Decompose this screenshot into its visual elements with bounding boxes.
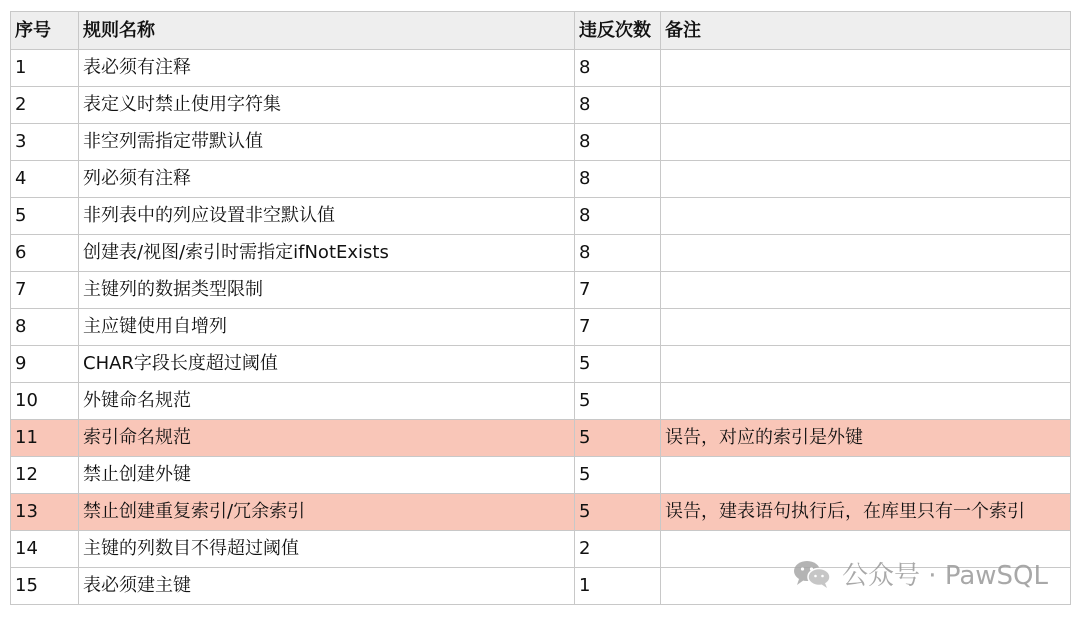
table-row	[11, 494, 1071, 531]
table-row	[11, 50, 1071, 87]
table-row	[11, 161, 1071, 198]
cell-number[interactable]: 12	[11, 457, 79, 494]
cell-violation-count[interactable]: 1	[575, 568, 661, 605]
cell-remark[interactable]: 误告，对应的索引是外键	[661, 420, 1071, 457]
cell-number[interactable]: 9	[11, 346, 79, 383]
cell-violation-count[interactable]: 8	[575, 161, 661, 198]
cell-remark[interactable]	[661, 309, 1071, 346]
cell-violation-count[interactable]: 5	[575, 346, 661, 383]
cell-number[interactable]: 5	[11, 198, 79, 235]
cell-rule-name[interactable]: CHAR字段长度超过阈值	[79, 346, 575, 383]
cell-remark[interactable]	[661, 161, 1071, 198]
cell-rule-name[interactable]: 表必须有注释	[79, 50, 575, 87]
cell-rule-name[interactable]: 表定义时禁止使用字符集	[79, 87, 575, 124]
watermark-text: 公众号 · PawSQL	[842, 561, 1048, 591]
cell-remark[interactable]	[661, 346, 1071, 383]
cell-violation-count[interactable]: 7	[575, 309, 661, 346]
table-row	[11, 124, 1071, 161]
cell-violation-count[interactable]: 8	[575, 87, 661, 124]
rules-table	[10, 11, 1071, 605]
cell-remark[interactable]	[661, 198, 1071, 235]
cell-rule-name[interactable]: 禁止创建外键	[79, 457, 575, 494]
cell-number[interactable]: 13	[11, 494, 79, 531]
table-row	[11, 531, 1071, 568]
cell-remark[interactable]	[661, 87, 1071, 124]
cell-number[interactable]: 15	[11, 568, 79, 605]
cell-rule-name[interactable]: 主键的列数目不得超过阈值	[79, 531, 575, 568]
header-cell-number[interactable]: 序号	[11, 12, 79, 50]
cell-rule-name[interactable]: 索引命名规范	[79, 420, 575, 457]
cell-remark[interactable]	[661, 568, 1071, 605]
table-row	[11, 235, 1071, 272]
cell-rule-name[interactable]: 禁止创建重复索引/冗余索引	[79, 494, 575, 531]
cell-number[interactable]: 1	[11, 50, 79, 87]
cell-violation-count[interactable]: 2	[575, 531, 661, 568]
cell-rule-name[interactable]: 非空列需指定带默认值	[79, 124, 575, 161]
cell-remark[interactable]	[661, 50, 1071, 87]
cell-remark[interactable]	[661, 235, 1071, 272]
cell-rule-name[interactable]: 主键列的数据类型限制	[79, 272, 575, 309]
cell-violation-count[interactable]: 8	[575, 198, 661, 235]
cell-remark[interactable]	[661, 531, 1071, 568]
cell-number[interactable]: 14	[11, 531, 79, 568]
table-row	[11, 457, 1071, 494]
cell-remark[interactable]	[661, 383, 1071, 420]
cell-violation-count[interactable]: 8	[575, 124, 661, 161]
cell-rule-name[interactable]: 主应键使用自增列	[79, 309, 575, 346]
cell-number[interactable]: 2	[11, 87, 79, 124]
cell-violation-count[interactable]: 5	[575, 420, 661, 457]
cell-rule-name[interactable]: 非列表中的列应设置非空默认值	[79, 198, 575, 235]
table-row	[11, 383, 1071, 420]
table-row	[11, 272, 1071, 309]
table-row	[11, 568, 1071, 605]
header-cell-remark[interactable]: 备注	[661, 12, 1071, 50]
cell-remark[interactable]	[661, 124, 1071, 161]
cell-violation-count[interactable]: 5	[575, 494, 661, 531]
header-cell-rule-name[interactable]: 规则名称	[79, 12, 575, 50]
cell-remark[interactable]	[661, 272, 1071, 309]
cell-remark[interactable]: 误告，建表语句执行后，在库里只有一个索引	[661, 494, 1071, 531]
cell-number[interactable]: 11	[11, 420, 79, 457]
header-row	[11, 12, 1071, 50]
cell-number[interactable]: 10	[11, 383, 79, 420]
cell-rule-name[interactable]: 列必须有注释	[79, 161, 575, 198]
cell-rule-name[interactable]: 创建表/视图/索引时需指定ifNotExists	[79, 235, 575, 272]
cell-number[interactable]: 8	[11, 309, 79, 346]
cell-rule-name[interactable]: 表必须建主键	[79, 568, 575, 605]
cell-violation-count[interactable]: 5	[575, 383, 661, 420]
cell-remark[interactable]	[661, 457, 1071, 494]
cell-violation-count[interactable]: 7	[575, 272, 661, 309]
table-row	[11, 346, 1071, 383]
cell-rule-name[interactable]: 外键命名规范	[79, 383, 575, 420]
table-row	[11, 420, 1071, 457]
cell-number[interactable]: 3	[11, 124, 79, 161]
cell-violation-count[interactable]: 5	[575, 457, 661, 494]
table-row	[11, 87, 1071, 124]
cell-violation-count[interactable]: 8	[575, 50, 661, 87]
header-cell-violation-count[interactable]: 违反次数	[575, 12, 661, 50]
cell-violation-count[interactable]: 8	[575, 235, 661, 272]
cell-number[interactable]: 6	[11, 235, 79, 272]
cell-number[interactable]: 7	[11, 272, 79, 309]
table-row	[11, 309, 1071, 346]
table-row	[11, 198, 1071, 235]
cell-number[interactable]: 4	[11, 161, 79, 198]
